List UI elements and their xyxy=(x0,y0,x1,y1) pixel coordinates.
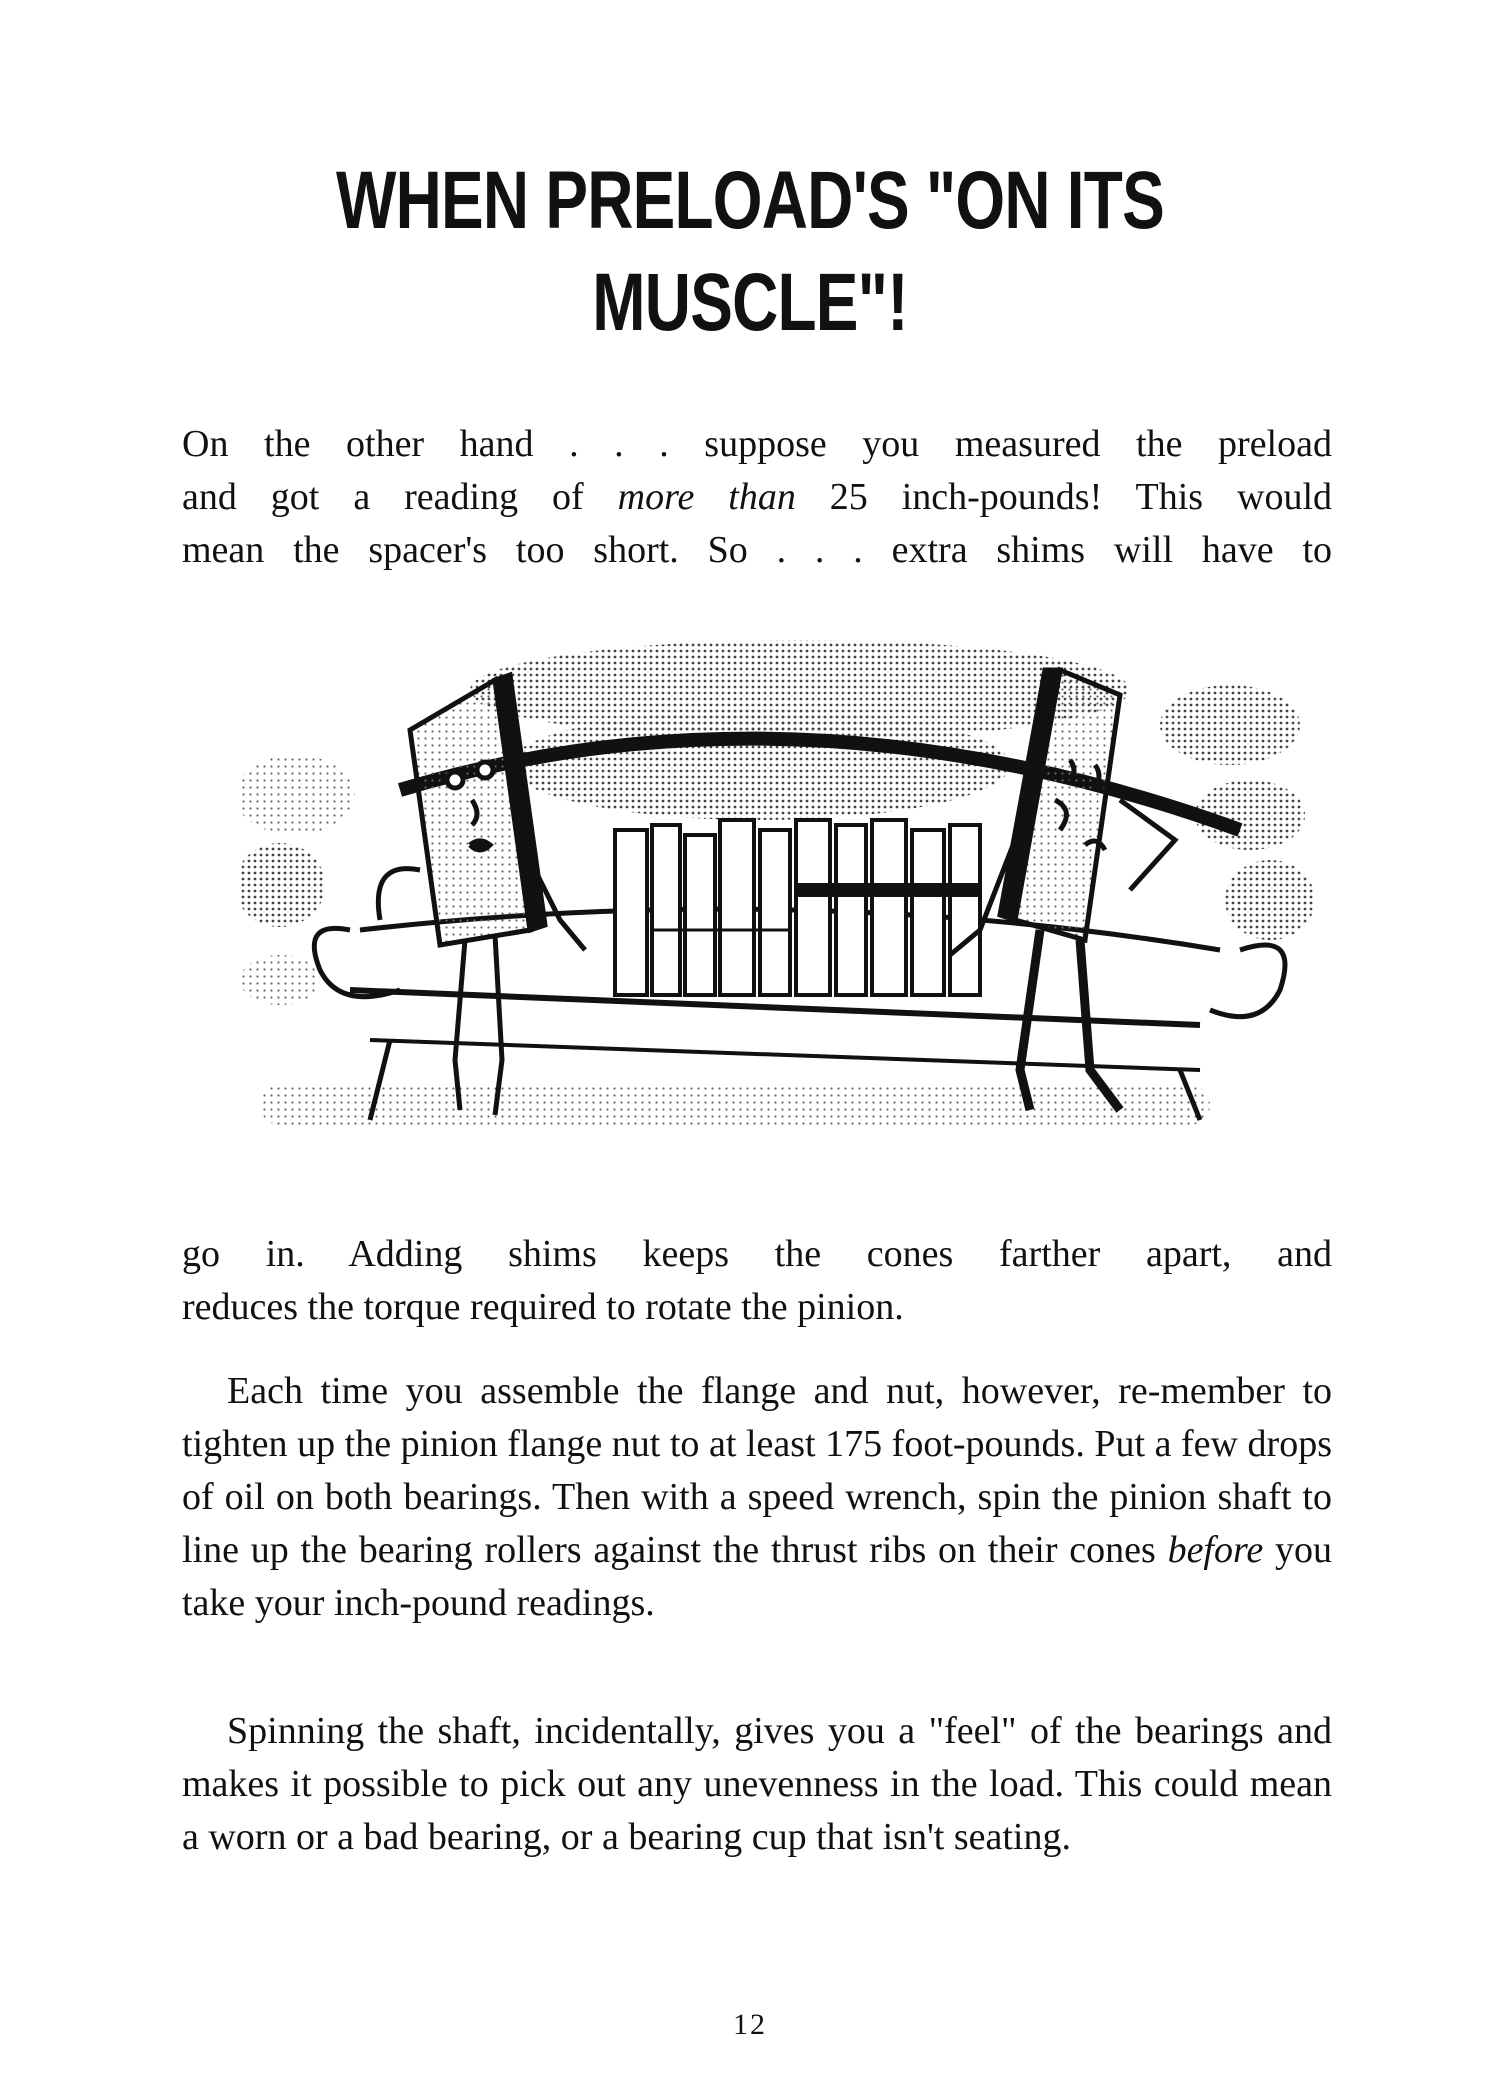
flange-paragraph: Each time you assemble the flange and nut, however, re-member to tighten up the pinion flange nut to at least 175 foot-pounds. Put a few drops of oil on both bearings. Then with a speed wrench, spin the pinion shaft to line up the bearing rollers against the thrust ribs on their cones before you take your inch-pound readings. xyxy=(182,1370,1333,1624)
page-title xyxy=(282,150,1218,354)
continuation-paragraph xyxy=(182,1228,1332,1334)
right-character xyxy=(950,670,1175,1110)
books xyxy=(615,820,980,995)
page-number: 12 xyxy=(733,2008,767,2041)
intro-line-2: and got a reading of more than 25 inch-pounds! This would xyxy=(182,476,1333,518)
spinning-paragraph: Spinning the shaft, incidentally, gives you a "feel" of the bearings and makes it possible to pick out any unevenness in the load. This could mean a worn or a bad bearing, or a bearing cup that isn't seating. xyxy=(182,1710,1332,1858)
title-line-1: WHEN PRELOAD'S "ON ITS xyxy=(336,155,1164,246)
emphasis-more-than: more than xyxy=(617,476,796,518)
intro-line-3: mean the spacer's too short. So . . . extra shims will have to xyxy=(182,529,1332,571)
emphasis-before: before xyxy=(1167,1529,1264,1571)
continuation-line-1: go in. Adding shims keeps the cones farther apart, and xyxy=(182,1233,1332,1275)
cartoon-illustration xyxy=(240,630,1340,1150)
title-line-2: MUSCLE"! xyxy=(592,257,908,348)
intro-line-1: On the other hand . . . suppose you measured the preload xyxy=(182,423,1332,465)
intro-paragraph xyxy=(182,418,1332,577)
continuation-line-2: reduces the torque required to rotate the pinion. xyxy=(182,1286,904,1328)
